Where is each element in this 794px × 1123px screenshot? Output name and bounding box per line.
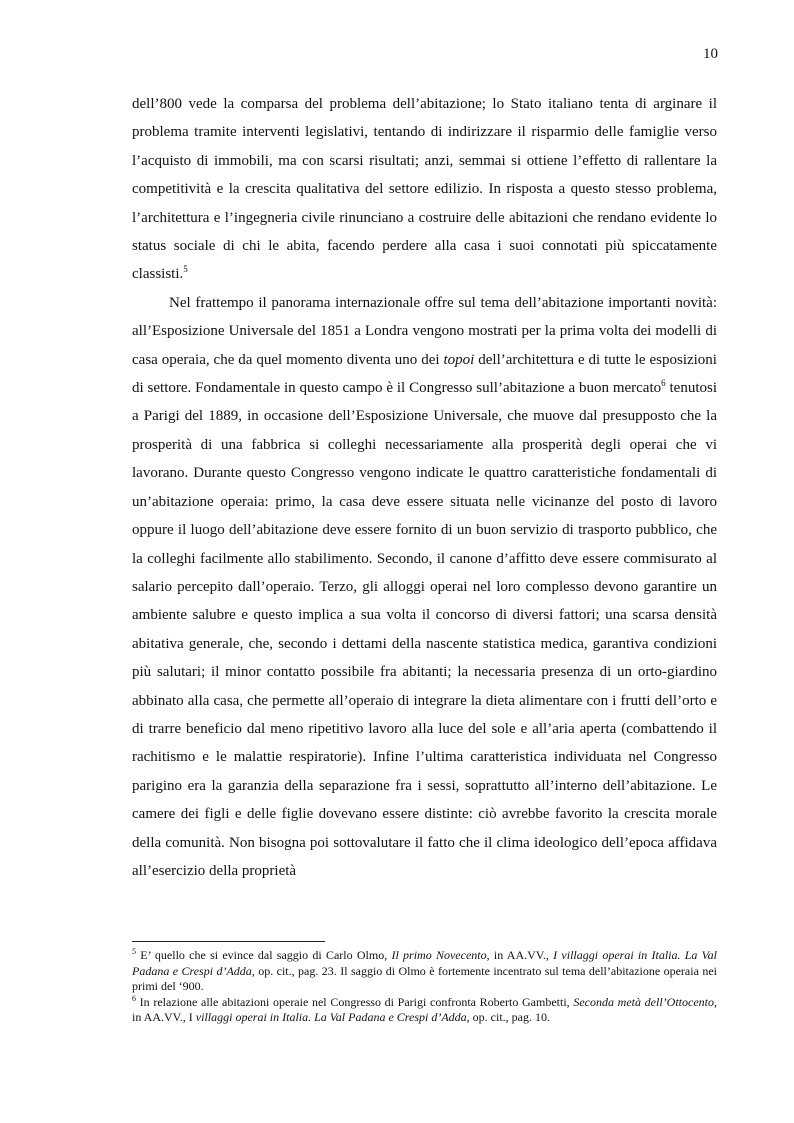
footnote-separator [132, 941, 325, 942]
footnote: $^5$ E’ quello che si evince dal saggio di Carlo Olmo, Il primo Novecento, in AA.VV., I villaggi operai in Italia. La Val Padana e Crespi d’Adda, op. cit., pag. 23. Il saggio di Olmo è fortemente incentrato sul tema dell’abitazione operaia nei primi del ‘900. [132, 947, 717, 993]
footnote-ref[interactable]: 5 [183, 264, 188, 275]
paragraph: dell’800 vede la comparsa del problema dell’abitazione; lo Stato italiano tenta di arginare il problema tramite interventi legislativi, tentando di indirizzare il risparmio delle famiglie verso l’acquisto di immobili, ma con scarsi risultati; anzi, semmai si ottiene l’effetto di rallentare la competitività e la crescita qualitativa del settore edilizio. In risposta a questo stesso problema, l’architettura e l’ingegneria civile rinunciano a costruire delle abitazioni che rendano evidente lo status sociale di chi le abita, facendo perdere alla casa i suoi connotati più spiccatamente classisti.$^5$ [132, 96, 717, 283]
footnote-ref[interactable]: 6 [661, 378, 666, 389]
italic-term: topoi [443, 351, 475, 368]
body-text [132, 90, 717, 885]
footnote-number: 6 [132, 993, 136, 1003]
footnotes [132, 948, 717, 1026]
footnote-number: 5 [132, 947, 136, 956]
paragraph: Nel frattempo il panorama internazionale offre sul tema dell’abitazione importanti novità: all’Esposizione Universale del 1851 a Londra vengono mostrati per la prima volta dei modelli di casa operaia, che da quel momento diventa uno dei topoi dell’architettura e di tutte le esposizioni di settore. Fondamentale in questo campo è il Congresso sull’abitazione a buon mercato$^6$ tenutosi a Parigi del 1889, in occasione dell’Esposizione Universale, che muove dal presupposto che la prosperità di una fabbrica si colleghi necessariamente alla prosperità degli operai che vi lavorano. Durante questo Congresso vengono indicate le quattro caratteristiche fondamentali di un’abitazione operaia: primo, la casa deve essere situata nelle vicinanze del posto di lavoro oppure il luogo dell’abitazione deve essere fornito di un buon servizio di trasporto pubblico, che la colleghi facilmente allo stabilimento. Secondo, il canone d’affitto deve essere commisurato al salario percepito dall’operaio. Terzo, gli alloggi operai nel loro complesso devono garantire un ambiente salubre e questo implica a sua volta il concorso di diversi fattori; una scarsa densità abitativa generale, che, secondo i dettami della nascente statistica medica, garantiva condizioni più salutari; il minor contatto possibile fra abitanti; la necessaria presenza di un orto-giardino abbinato alla casa, che permette all’operaio di integrare la dieta alimentare con i frutti dell’orto e di trarre beneficio dal meno ripetitivo lavoro alla luce del sole e all’aria aperta (combattendo il rachitismo e le malattie respiratorie). Infine l’ultima caratteristica individuata nel Congresso parigino era la garanzia della separazione fra i sessi, soprattutto all’interno dell’abitazione. Le camere dei figli e delle figlie dovevano essere distinte: ciò avrebbe favorito la crescita morale della comunità. Non bisogna poi sottovalutare il fatto che il clima ideologico dell’epoca affidava all’esercizio della proprietà [132, 294, 718, 879]
page-number: 10 [703, 46, 718, 62]
footnote: $^6$ In relazione alle abitazioni operaie nel Congresso di Parigi confronta Roberto Gambetti, Seconda metà dell’Ottocento, in AA.VV., I villaggi operai in Italia. La Val Padana e Crespi d’Adda, op. cit., pag. 10. [132, 993, 717, 1024]
